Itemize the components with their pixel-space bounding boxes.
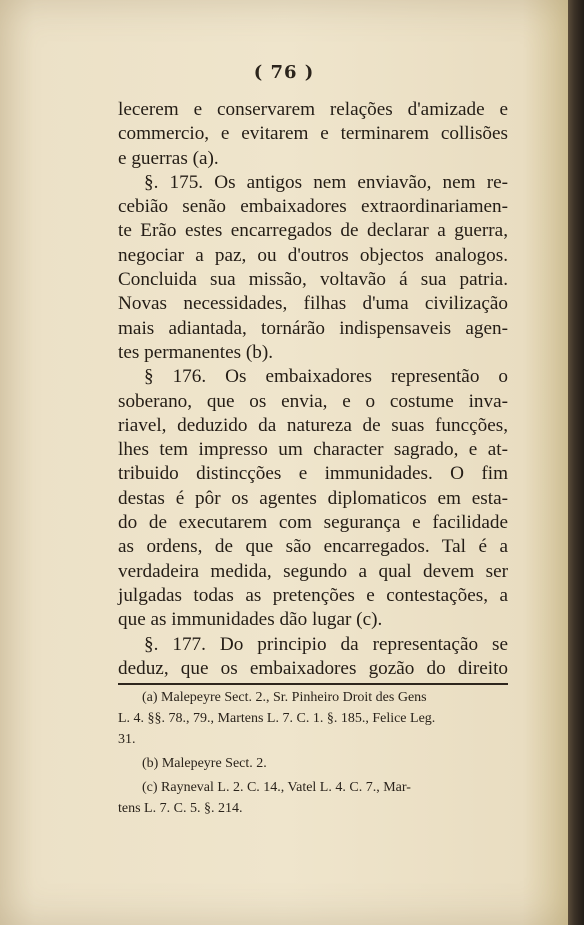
text-line: julgadas todas as pretenções e contestações, a (118, 584, 508, 606)
text-line: mais adiantada, tornárão indispensaveis agen- (118, 317, 508, 339)
text-line: deduz, que os embaixadores gozão do direito (118, 657, 508, 679)
footnote-a: (a) Malepeyre Sect. 2., Sr. Pinheiro Droit des Gens (142, 690, 427, 705)
text-line: Concluida sua missão, voltavão á sua patria. (118, 269, 508, 291)
footnote-line: tens L. 7. C. 5. §. 214. (118, 801, 243, 816)
text-line: Novas necessidades, filhas d'uma civilização (118, 293, 508, 315)
footnote-b: (b) Malepeyre Sect. 2. (142, 756, 267, 771)
text-line: do de executarem com segurança e facilidade (118, 512, 508, 534)
footnotes (118, 687, 508, 819)
text-line: negociar a paz, ou d'outros objectos analogos. (118, 244, 508, 266)
text-line: lhes tem impresso um character sagrado, e at- (118, 439, 508, 461)
main-text (118, 98, 508, 681)
text-line: destas é pôr os agentes diplomaticos em esta- (118, 487, 508, 509)
footnote-divider (118, 683, 508, 685)
text-line: lecerem e conservarem relações d'amizade e (118, 99, 508, 120)
footnote-c: (c) Rayneval L. 2. C. 14., Vatel L. 4. C. 7., Mar- (142, 780, 411, 795)
paragraph-177-start: §. 177. Do principio da representação se (144, 633, 508, 655)
footnote-line: 31. (118, 732, 136, 747)
text-line: tes permanentes (b). (118, 341, 274, 363)
text-line: verdadeira medida, segundo a qual devem ser (118, 560, 508, 582)
text-line: commercio, e evitarem e terminarem collisões (118, 123, 508, 145)
page-number-header: ( 76 ) (253, 62, 315, 83)
paragraph-176-start: § 176. Os embaixadores representão o (144, 366, 508, 388)
book-spine-edge (568, 0, 584, 925)
text-line: riavel, deduzido da natureza de suas funcções, (118, 414, 508, 436)
paragraph-175-start: §. 175. Os antigos nem enviavão, nem re- (144, 171, 508, 193)
text-line: cebião senão embaixadores extraordinariamen- (118, 196, 508, 218)
text-line: as ordens, de que são encarregados. Tal é a (118, 536, 508, 558)
text-line: que as immunidades dão lugar (c). (118, 609, 383, 631)
text-line: te Erão estes encarregados de declarar a guerra, (118, 220, 508, 242)
text-line: tribuido distincções e immunidades. O fim (118, 463, 508, 485)
text-line: e guerras (a). (118, 147, 219, 169)
text-line: soberano, que os envia, e o costume inva- (118, 390, 508, 412)
footnote-line: L. 4. §§. 78., 79., Martens L. 7. C. 1. §. 185., Felice Leg. (118, 711, 436, 726)
